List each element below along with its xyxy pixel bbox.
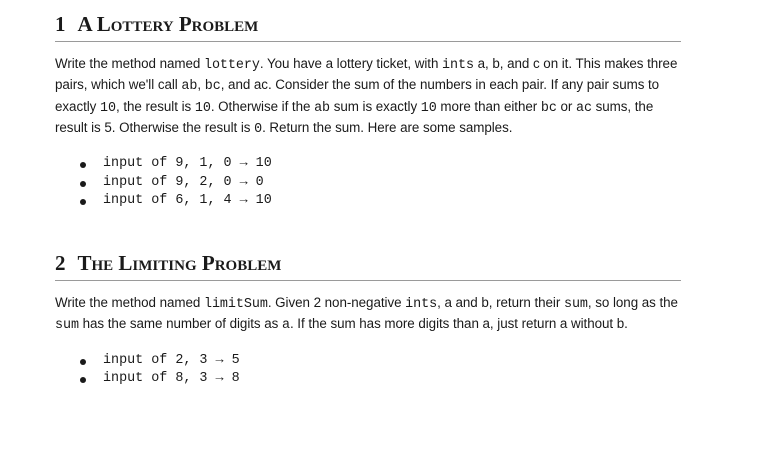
bullet-icon	[80, 377, 86, 383]
inline-code: ab	[314, 100, 331, 116]
section-title: A Lottery Problem	[77, 12, 259, 36]
sample-item: input of 9, 1, 0 → 10	[55, 155, 681, 174]
text-run: . Otherwise if the	[210, 98, 315, 114]
inline-code: limitSum	[203, 297, 268, 312]
bullet-icon	[80, 199, 86, 205]
sample-item: input of 6, 1, 4 → 10	[55, 192, 681, 211]
sample-item: input of 9, 2, 0 → 0	[55, 174, 681, 193]
sample-list	[55, 155, 681, 211]
inline-code: a	[281, 318, 290, 334]
inline-code: ab	[181, 79, 198, 95]
section-limiting	[55, 250, 681, 389]
text-run: , the result is	[115, 98, 195, 114]
text-run: , so long as the	[587, 295, 678, 310]
inline-code: 10	[420, 100, 437, 116]
sample-item: input of 8, 3 → 8	[55, 370, 681, 389]
text-run: Write the method named	[55, 56, 204, 71]
section-heading	[55, 250, 681, 281]
text-run: . Given 2 non-negative	[267, 295, 406, 310]
text-run: . You have a lottery ticket, with	[259, 56, 443, 71]
sample-list	[55, 352, 681, 389]
inline-code: lottery	[203, 58, 260, 73]
text-run: Write the method named	[55, 295, 204, 310]
section-paragraph	[55, 293, 681, 336]
bullet-icon	[80, 359, 86, 365]
inline-code: sum	[563, 297, 588, 312]
text-run: sum is exactly	[330, 98, 421, 114]
inline-code: ints	[442, 58, 474, 73]
section-heading	[55, 11, 681, 42]
inline-code: ac	[575, 100, 592, 116]
text-run: , and ac. Consider the sum of the numbers in each pair. If any pair sums to exactly	[55, 77, 660, 114]
bullet-icon	[80, 181, 86, 187]
inline-code: 10	[100, 100, 116, 116]
text-run: . If the sum has more digits than a, just return a without b.	[289, 316, 628, 332]
text-run: a, b, and c on it. This makes three pairs, which we'll call	[55, 56, 678, 93]
inline-code: 10	[194, 100, 211, 116]
inline-code: sum	[55, 318, 79, 334]
section-number: 2	[55, 251, 66, 275]
text-run: or	[556, 98, 576, 114]
inline-code: bc	[540, 100, 557, 116]
text-run: more than either	[436, 98, 541, 114]
section-paragraph	[55, 54, 681, 139]
section-number: 1	[55, 12, 66, 36]
sample-item: input of 2, 3 → 5	[55, 352, 681, 371]
inline-code: ints	[405, 297, 438, 312]
inline-code: 0	[254, 121, 263, 137]
section-lottery	[55, 11, 681, 211]
text-run: , a and b, return their	[437, 295, 564, 310]
text-run: ,	[197, 77, 205, 93]
inline-code: bc	[204, 79, 221, 95]
text-run: has the same number of digits as	[78, 316, 282, 332]
bullet-icon	[80, 162, 86, 168]
text-run: . Return the sum. Here are some samples.	[262, 119, 513, 135]
section-title: The Limiting Problem	[77, 251, 282, 275]
text-run: sums, the result is 5. Otherwise the result is	[55, 98, 654, 135]
